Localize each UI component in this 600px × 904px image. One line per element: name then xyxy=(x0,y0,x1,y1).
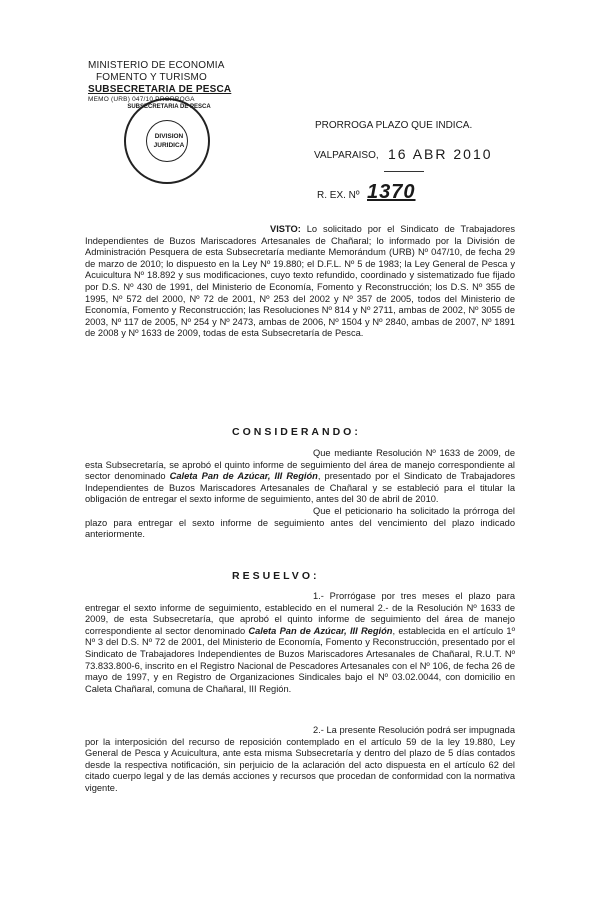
ministry-line: MINISTERIO DE ECONOMIA xyxy=(88,60,225,71)
considerando-paragraph-2 xyxy=(85,506,515,541)
resuelvo-1-text-a: entregar el sexto informe de seguimiento, establecido en el numeral 2.- de la Resolución Nº 1633 de 2009, de esta Subsecretaría, que aprobó el quinto informe de seguimiento del área de manejo correspondiente al sector denominado xyxy=(85,602,515,636)
visto-label: VISTO: xyxy=(270,224,301,234)
resuelvo-2-lead: 2.- La presente Resolución podrá ser impugnada xyxy=(313,725,515,735)
considerando-heading: CONSIDERANDO: xyxy=(232,426,361,438)
memo-reference: MEMO (URB) 047/10 PRORROGA xyxy=(88,96,195,103)
stamp-inner-line2: JURIDICA xyxy=(153,142,185,149)
considerando-1-place: Caleta Pan de Azúcar, III Región xyxy=(169,471,318,482)
place-label: VALPARAISO, xyxy=(314,150,379,161)
resuelvo-1-place: Caleta Pan de Azúcar, III Región xyxy=(248,625,393,636)
rex-number: 1370 xyxy=(367,181,416,203)
resuelvo-1-text-b: , establecida en el artículo 1º Nº 3 del D.S. Nº 72 de 2001, del Ministerio de Economía, Fomento y Reconstrucción, presentado por el Sindicato de Trabajadores Independientes de Buzos Mariscadores Artesanales de Chañaral, R.U.T. Nº 73.833.800-6, inscrito en el Registro Nacional de Pescadores Artesanales con el Nº 106, de fecha 26 de mayo de 1997, y en Registro de Organizaciones Sindicales bajo el Nº 03.02.0044, con domicilio en Caleta Chañaral, comuna de Chañaral, III Región. xyxy=(85,625,516,694)
resuelvo-heading: RESUELVO: xyxy=(232,570,320,582)
stamp-inner-circle xyxy=(146,120,188,162)
stamp-ring-text: SUBSECRETARIA DE PESCA xyxy=(127,104,211,110)
considerando-1-lead: Que mediante Resolución Nº 1633 de 2009, de xyxy=(313,448,515,458)
rex-label: R. EX. Nº xyxy=(317,190,360,201)
considerando-2-text: plazo para entregar el sexto informe de seguimiento antes del vencimiento del plazo indicado anteriormente. xyxy=(85,517,515,540)
document-subject: PRORROGA PLAZO QUE INDICA. xyxy=(315,120,473,131)
visto-paragraph xyxy=(85,224,515,340)
considerando-paragraph-1 xyxy=(85,448,515,506)
division-juridica-stamp xyxy=(124,98,210,184)
rex-divider xyxy=(384,171,424,172)
considerando-2-lead: Que el peticionario ha solicitado la prórroga del xyxy=(313,506,515,516)
stamp-inner-line1: DIVISION xyxy=(154,133,184,140)
resuelvo-paragraph-1 xyxy=(85,591,515,695)
considerando-1-text-b: , presentado por el Sindicato de Trabajadores Independientes de Buzos Mariscadores Artesanales de Chañaral y se estableció para el titular la obligación de entregar el sexto informe de seguimiento, antes del 30 de abril de 2010. xyxy=(85,471,515,505)
ministry-subline: FOMENTO Y TURISMO xyxy=(96,72,208,83)
issue-date: 16 ABR 2010 xyxy=(388,146,493,162)
resuelvo-1-lead: 1.- Prorrógase por tres meses el plazo para xyxy=(313,591,515,601)
subsecretaria-line: SUBSECRETARIA DE PESCA xyxy=(88,84,232,95)
resuelvo-paragraph-2 xyxy=(85,725,515,795)
resuelvo-2-text: por la interposición del recurso de reposición contemplado en el artículo 59 de la ley 19.880, Ley General de Pesca y Acuicultura, ante esta misma Subsecretaría y dentro del plazo de 5 días contados desde la respectiva notificación, sin perjuicio de la aclaración del acto dispuesta en el artículo 62 del citado cuerpo legal y de las demás acciones y recursos que procedan de conformidad con la normativa vigente. xyxy=(85,736,515,793)
visto-text: Lo solicitado por el Sindicato de Trabajadores Independientes de Buzos Mariscadores Artesanales de Chañaral; lo informado por la División de Administración Pesquera de esta Subsecretaría mediante Memorándum (URB) Nº 047/10, de fecha 29 de marzo de 2010; lo dispuesto en la Ley Nº 19.880; el D.F.L. Nº 5 de 1983; la Ley General de Pesca y Acuicultura Nº 18.892 y sus modificaciones, cuyo texto refundido, coordinado y sistematizado fue fijado por D.S. Nº 430 de 1991, del Ministerio de Economía, Fomento y Reconstrucción; los D.S. Nº 355 de 1995, Nº 572 del 2000, Nº 72 de 2001, Nº 253 del 2002 y Nº 357 de 2005, todos del Ministerio de Economía, Fomento y Reconstrucción; las Resoluciones Nº 814 y Nº 2711, ambas de 2002, Nº 3055 de 2003, Nº 117 de 2005, Nº 254 y Nº 2473, ambas de 2006, Nº 1504 y Nº 2840, ambas de 2007, Nº 1891 de 2008 y Nº 1633 de 2009, todas de esta Subsecretaría de Pesca. xyxy=(85,224,515,339)
considerando-1-text-a: esta Subsecretaría, se aprobó el quinto informe de seguimiento del área de manejo correspondiente al sector denominado xyxy=(85,459,515,482)
